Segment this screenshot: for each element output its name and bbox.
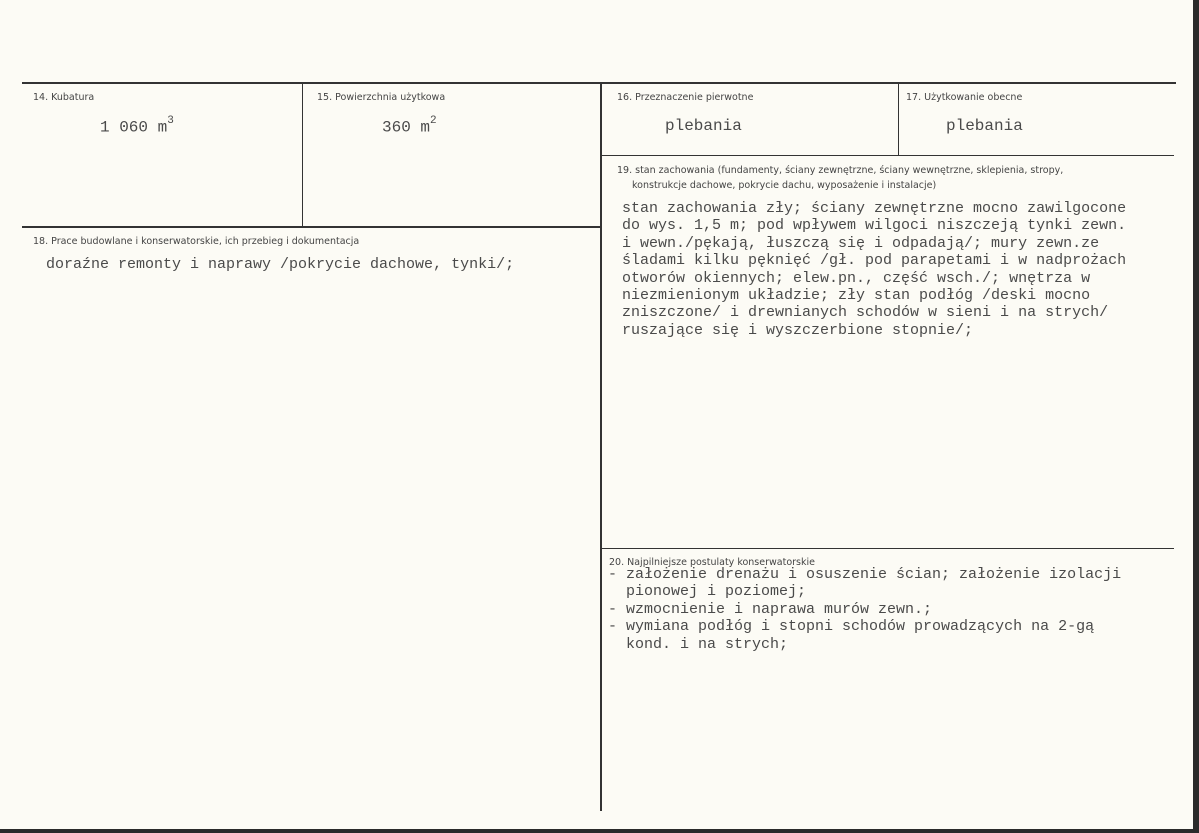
field-19-line: otworów okiennych; elew.pn., część wsch./; wnętrza w [622,269,1091,287]
field-20-label: 20. Najpilniejsze postulaty konserwatorskie [609,557,815,568]
field-20-line: pionowej i poziomej; [608,583,807,601]
field-15-label: 15. Powierzchnia użytkowa [317,92,446,103]
rule-right-19 [602,155,1174,156]
field-14-label: 14. Kubatura [33,92,95,103]
field-15-value [382,115,437,137]
field-16-value: plebania [665,117,742,135]
field-17-value: plebania [946,117,1023,135]
field-18-label: 18. Prace budowlane i konserwatorskie, ich przebieg i dokumentacja [33,236,360,247]
field-17-label: 17. Użytkowanie obecne [906,92,1023,103]
rule-right-20 [602,548,1174,549]
field-19-line: śladami kilku pęknięć /gł. pod parapetami i w nadprożach [622,252,1127,270]
area-value: 360 m [382,118,431,137]
divider-14-15 [302,84,303,227]
area-unit-exponent: 2 [430,115,437,127]
field-19-line: niezmienionym układzie; zły stan podłóg /deski mocno [622,287,1091,304]
rule-left-18 [22,226,600,228]
field-14-value [100,115,174,137]
field-19-line: i wewn./pękają, łuszczą się i odpadają/; mury zewn.ze [622,234,1100,252]
field-20-line: kond. i na strych; [608,635,789,653]
field-19-line: stan zachowania zły; ściany zewnętrzne mocno zawilgocone [622,200,1127,217]
field-20-line: - wymiana podłóg i stopni schodów prowadzących na 2-gą [608,618,1095,636]
field-16-label: 16. Przeznaczenie pierwotne [617,92,754,103]
card-edge-bottom [0,829,1199,833]
field-19-label-line1: 19. stan zachowania (fundamenty, ściany zewnętrzne, ściany wewnętrzne, sklepienia, stropy, [617,165,1064,176]
field-20-line: - założenie drenażu i osuszenie ścian; założenie izolacji [608,566,1122,583]
divider-16-17 [898,84,899,156]
field-19-line: ruszające się i wyszczerbione stopnie/; [622,321,974,339]
field-19-line: do wys. 1,5 m; pod wpływem wilgoci niszczeją tynki zewn. [622,217,1127,235]
kubatura-value: 1 060 m [100,118,168,137]
field-20-line: - wzmocnienie i naprawa murów zewn.; [608,600,933,618]
top-rule [22,82,1176,84]
kubatura-unit-exponent: 3 [167,115,174,127]
field-19-line: zniszczone/ i drewnianych schodów w sieni i na strych/ [622,304,1109,322]
card-edge-right [1193,0,1199,833]
field-18-value: doraźne remonty i naprawy /pokrycie dachowe, tynki/; [46,256,515,273]
center-divider [600,84,602,811]
field-19-label-line2: konstrukcje dachowe, pokrycie dachu, wyposażenie i instalacje) [632,180,937,191]
